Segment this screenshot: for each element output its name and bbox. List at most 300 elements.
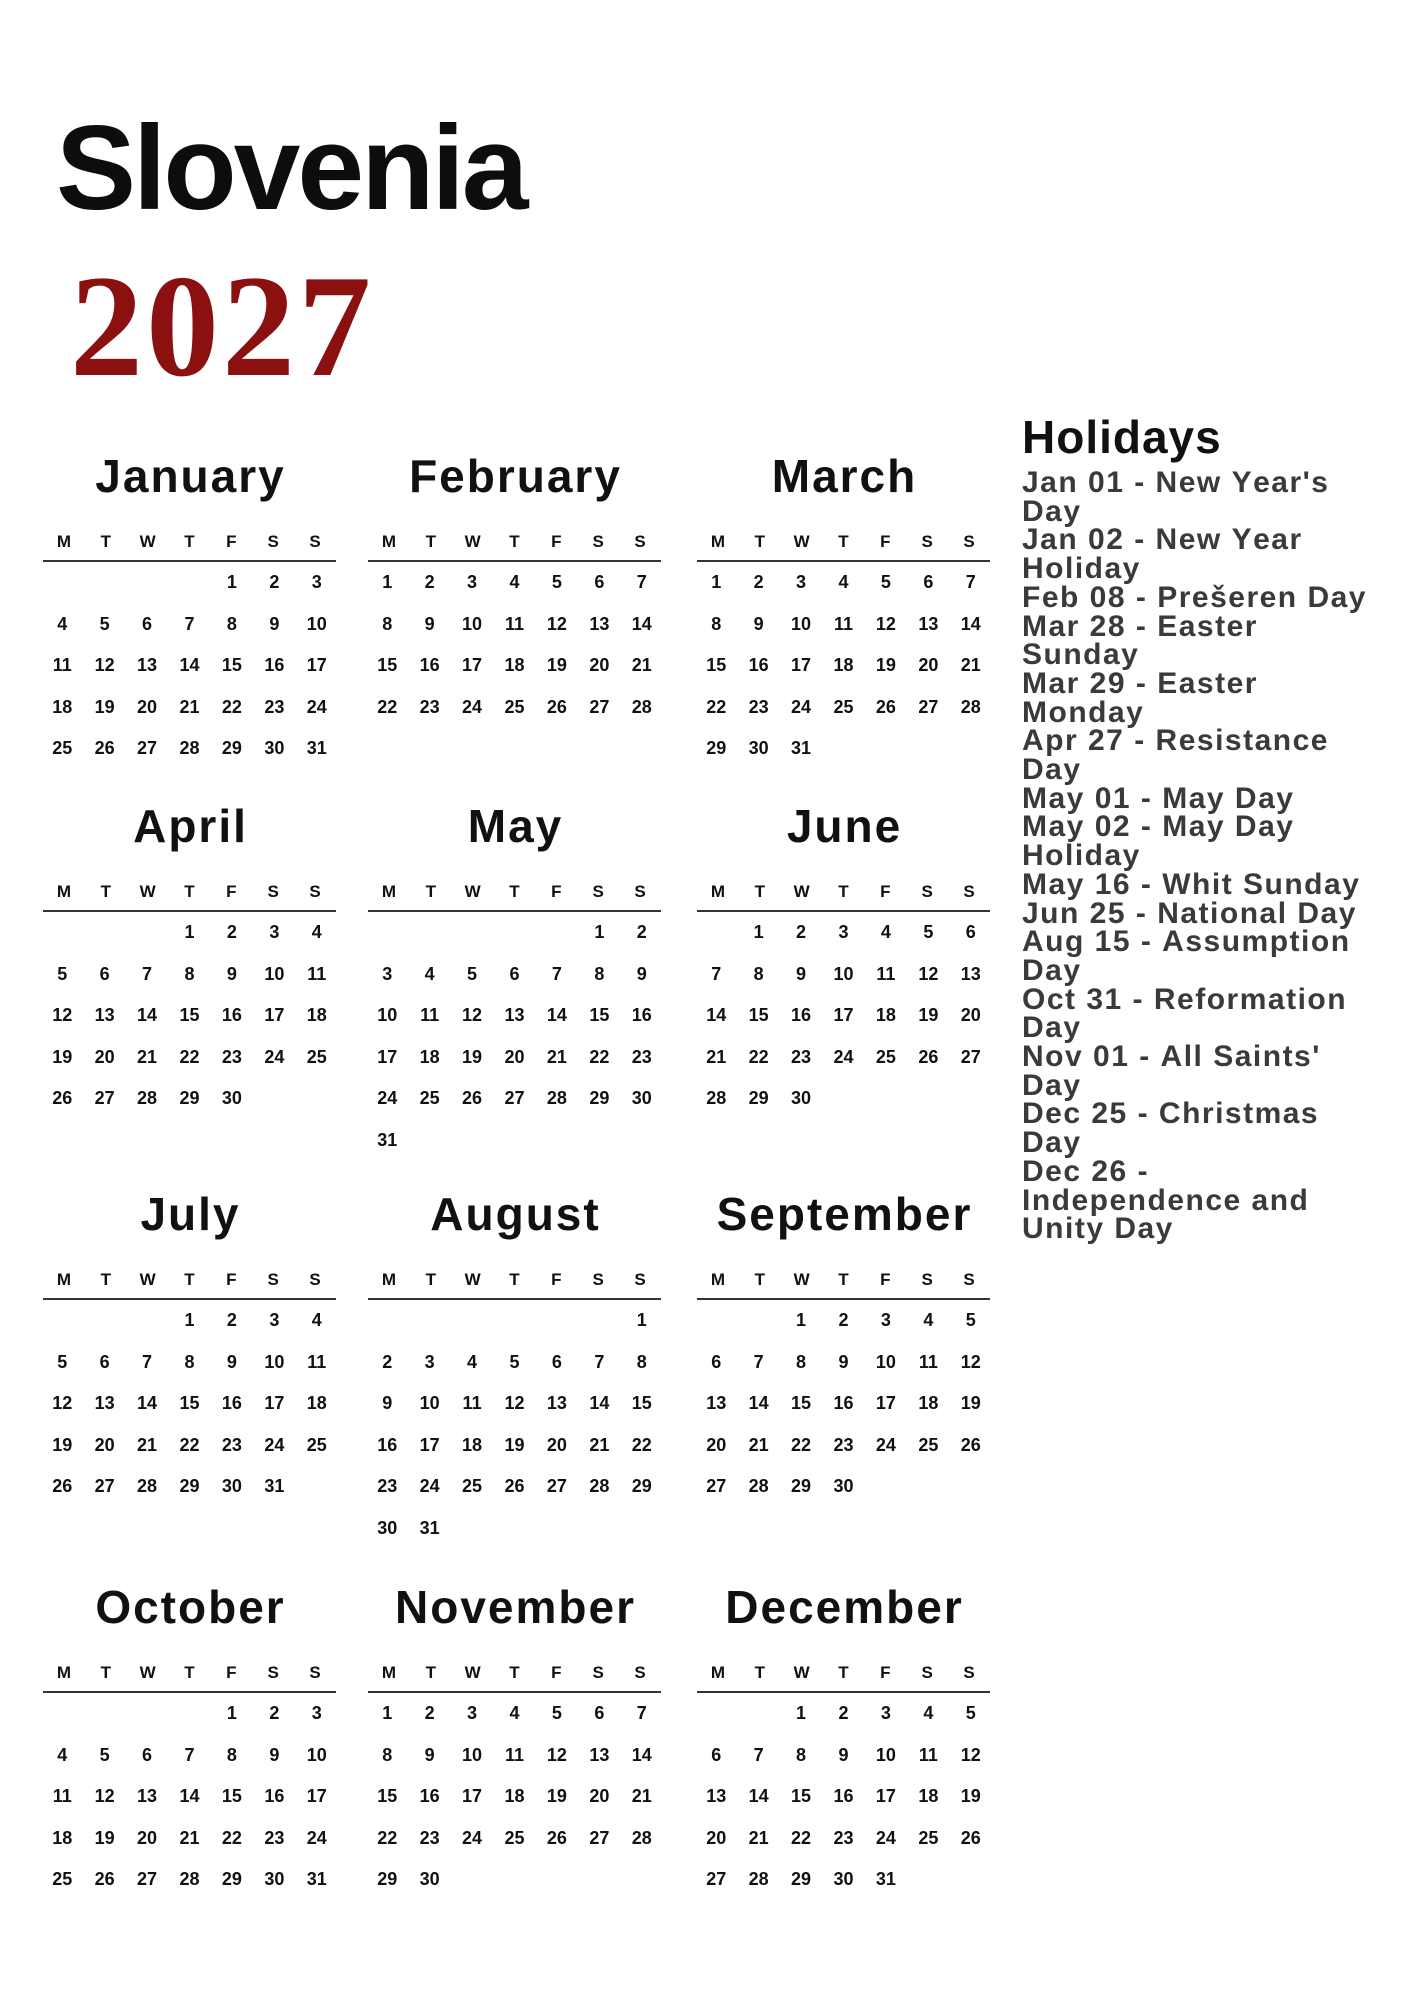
weekday-label: F bbox=[551, 1663, 562, 1682]
day-cell: 7 bbox=[184, 1744, 195, 1765]
day-cell: 20 bbox=[94, 1046, 115, 1067]
day-cell: 17 bbox=[306, 1786, 327, 1806]
weekday-label: S bbox=[921, 1270, 933, 1289]
weekday-label: T bbox=[509, 882, 520, 901]
empty-day-cell bbox=[126, 1693, 168, 1735]
day-cell: 15 bbox=[631, 1393, 652, 1413]
day-cell: 1 bbox=[796, 1703, 807, 1723]
day-cell: 21 bbox=[589, 1434, 610, 1455]
day-cell: 2 bbox=[424, 1703, 435, 1723]
day-cell: 4 bbox=[311, 1310, 322, 1330]
day-cell: 18 bbox=[833, 655, 854, 675]
week-row bbox=[41, 1776, 338, 1818]
day-cell: 31 bbox=[791, 738, 812, 758]
weekday-label: F bbox=[226, 1663, 237, 1682]
weekday-header bbox=[368, 524, 661, 562]
day-cell: 10 bbox=[264, 963, 285, 984]
weekday-label: S bbox=[921, 1663, 933, 1682]
day-cell: 1 bbox=[226, 1703, 237, 1723]
day-cell: 4 bbox=[923, 1703, 934, 1723]
day-cell: 23 bbox=[748, 696, 769, 717]
day-cell: 8 bbox=[711, 613, 722, 634]
day-cell: 3 bbox=[467, 1703, 478, 1723]
weekday-label: T bbox=[184, 882, 195, 901]
weekday-label: S bbox=[309, 1663, 321, 1682]
week-row bbox=[366, 1342, 663, 1384]
day-cell: 3 bbox=[880, 1703, 891, 1723]
day-cell: 17 bbox=[462, 655, 483, 675]
day-cell: 13 bbox=[94, 1393, 115, 1413]
day-cell: 29 bbox=[791, 1476, 812, 1496]
week-row bbox=[41, 1859, 338, 1901]
week-row bbox=[366, 1120, 663, 1162]
day-cell: 14 bbox=[960, 613, 981, 634]
day-cell: 28 bbox=[179, 738, 200, 758]
weekday-label: M bbox=[381, 532, 396, 551]
day-cell: 26 bbox=[960, 1827, 981, 1848]
day-cell: 14 bbox=[179, 1786, 200, 1806]
day-cell: 27 bbox=[960, 1046, 981, 1067]
day-cell: 16 bbox=[631, 1005, 652, 1025]
day-cell: 3 bbox=[311, 1703, 322, 1723]
day-cell: 3 bbox=[269, 1310, 280, 1330]
day-cell: 8 bbox=[184, 1351, 195, 1372]
weekday-header bbox=[43, 524, 336, 562]
weekday-label: M bbox=[710, 1270, 725, 1289]
weekday-label: M bbox=[381, 1270, 396, 1289]
day-cell: 14 bbox=[137, 1393, 158, 1413]
day-cell: 28 bbox=[748, 1476, 769, 1496]
holiday-item: May 16 - Whit Sunday bbox=[1022, 867, 1361, 901]
month-december bbox=[695, 1579, 992, 1901]
day-cell: 24 bbox=[791, 696, 812, 717]
empty-day-cell bbox=[536, 912, 578, 954]
day-cell: 16 bbox=[377, 1434, 398, 1455]
day-cell: 1 bbox=[636, 1310, 647, 1330]
day-cell: 3 bbox=[311, 572, 322, 592]
day-cell: 18 bbox=[306, 1393, 327, 1413]
day-cell: 11 bbox=[918, 1351, 938, 1372]
day-cell: 4 bbox=[838, 572, 849, 592]
day-cell: 28 bbox=[546, 1088, 567, 1108]
weekday-header bbox=[368, 1655, 661, 1693]
day-cell: 13 bbox=[960, 963, 981, 984]
day-cell: 12 bbox=[504, 1393, 525, 1413]
week-row bbox=[366, 1466, 663, 1508]
day-cell: 17 bbox=[791, 655, 812, 675]
day-cell: 20 bbox=[960, 1005, 981, 1025]
weekday-label: S bbox=[592, 882, 604, 901]
day-cell: 15 bbox=[748, 1005, 769, 1025]
empty-day-cell bbox=[408, 912, 450, 954]
day-cell: 21 bbox=[546, 1046, 567, 1067]
day-cell: 22 bbox=[179, 1046, 200, 1067]
day-cell: 8 bbox=[184, 963, 195, 984]
weekday-label: W bbox=[464, 1663, 481, 1682]
week-row bbox=[695, 1859, 992, 1901]
week-row bbox=[41, 604, 338, 646]
day-cell: 12 bbox=[960, 1351, 981, 1372]
empty-day-cell bbox=[41, 912, 83, 954]
day-cell: 27 bbox=[706, 1869, 727, 1889]
day-cell: 1 bbox=[226, 572, 237, 592]
weekday-label: S bbox=[963, 1270, 975, 1289]
week-row bbox=[695, 645, 992, 687]
day-cell: 21 bbox=[748, 1827, 769, 1848]
holiday-item: May 02 - May Day Holiday bbox=[1022, 810, 1295, 873]
day-cell: 13 bbox=[546, 1393, 567, 1413]
week-row bbox=[41, 1466, 338, 1508]
day-cell: 11 bbox=[504, 1744, 524, 1765]
day-cell: 6 bbox=[99, 963, 110, 984]
day-cell: 17 bbox=[264, 1005, 285, 1025]
day-cell: 11 bbox=[420, 1005, 440, 1025]
empty-day-cell bbox=[366, 1300, 408, 1342]
weekday-label: W bbox=[793, 532, 810, 551]
day-cell: 14 bbox=[748, 1393, 769, 1413]
day-cell: 16 bbox=[221, 1005, 242, 1025]
weekday-header bbox=[697, 1655, 990, 1693]
day-cell: 18 bbox=[918, 1393, 939, 1413]
day-cell: 22 bbox=[706, 696, 727, 717]
day-cell: 29 bbox=[748, 1088, 769, 1108]
week-row bbox=[366, 1735, 663, 1777]
day-cell: 6 bbox=[711, 1351, 722, 1372]
day-cell: 3 bbox=[838, 922, 849, 942]
empty-day-cell bbox=[493, 1300, 535, 1342]
week-row bbox=[695, 995, 992, 1037]
day-cell: 14 bbox=[748, 1786, 769, 1806]
weekday-label: W bbox=[464, 1270, 481, 1289]
month-april bbox=[41, 798, 338, 1120]
day-cell: 20 bbox=[706, 1434, 727, 1455]
weekday-label: F bbox=[226, 1270, 237, 1289]
day-cell: 4 bbox=[467, 1351, 478, 1372]
day-cell: 26 bbox=[52, 1476, 73, 1496]
day-cell: 28 bbox=[589, 1476, 610, 1496]
day-cell: 24 bbox=[264, 1046, 285, 1067]
day-cell: 5 bbox=[99, 1744, 110, 1765]
month-name: September bbox=[716, 1188, 973, 1240]
day-cell: 5 bbox=[551, 572, 562, 592]
day-cell: 1 bbox=[594, 922, 605, 942]
day-cell: 11 bbox=[504, 613, 524, 634]
day-cell: 11 bbox=[876, 963, 896, 984]
day-cell: 19 bbox=[94, 696, 115, 717]
day-cell: 14 bbox=[631, 1744, 652, 1765]
month-name: July bbox=[140, 1188, 241, 1240]
day-cell: 27 bbox=[546, 1476, 567, 1496]
weekday-label: M bbox=[710, 1663, 725, 1682]
week-row bbox=[695, 1818, 992, 1860]
day-cell: 18 bbox=[52, 1827, 73, 1848]
day-cell: 9 bbox=[753, 613, 764, 634]
day-cell: 23 bbox=[377, 1476, 398, 1496]
weekday-label: S bbox=[267, 882, 279, 901]
day-cell: 12 bbox=[52, 1005, 73, 1025]
day-cell: 25 bbox=[875, 1046, 896, 1067]
day-cell: 7 bbox=[636, 1703, 647, 1723]
day-cell: 2 bbox=[226, 1310, 237, 1330]
day-cell: 16 bbox=[264, 655, 285, 675]
weekday-label: F bbox=[880, 532, 891, 551]
day-cell: 4 bbox=[509, 572, 520, 592]
day-cell: 1 bbox=[382, 572, 393, 592]
weekday-label: F bbox=[880, 1270, 891, 1289]
day-cell: 13 bbox=[504, 1005, 525, 1025]
day-cell: 2 bbox=[269, 1703, 280, 1723]
day-cell: 20 bbox=[918, 655, 939, 675]
day-cell: 26 bbox=[546, 696, 567, 717]
day-cell: 23 bbox=[264, 1827, 285, 1848]
empty-day-cell bbox=[41, 1300, 83, 1342]
day-cell: 21 bbox=[137, 1046, 158, 1067]
day-cell: 24 bbox=[462, 696, 483, 717]
day-cell: 23 bbox=[791, 1046, 812, 1067]
day-cell: 2 bbox=[753, 572, 764, 592]
day-cell: 9 bbox=[269, 613, 280, 634]
day-cell: 12 bbox=[52, 1393, 73, 1413]
day-cell: 12 bbox=[462, 1005, 483, 1025]
day-cell: 22 bbox=[377, 1827, 398, 1848]
day-cell: 23 bbox=[419, 1827, 440, 1848]
week-row bbox=[41, 912, 338, 954]
day-cell: 22 bbox=[791, 1827, 812, 1848]
week-row bbox=[695, 1300, 992, 1342]
day-cell: 26 bbox=[875, 696, 896, 717]
day-cell: 6 bbox=[142, 613, 153, 634]
week-row bbox=[366, 1818, 663, 1860]
empty-day-cell bbox=[578, 1300, 620, 1342]
holiday-item: May 01 - May Day bbox=[1022, 781, 1295, 815]
weekday-label: T bbox=[838, 1663, 849, 1682]
day-cell: 9 bbox=[796, 963, 807, 984]
week-row bbox=[366, 1776, 663, 1818]
empty-day-cell bbox=[83, 1693, 125, 1735]
month-july bbox=[41, 1186, 338, 1508]
day-cell: 20 bbox=[706, 1827, 727, 1848]
weekday-label: S bbox=[592, 1270, 604, 1289]
day-cell: 1 bbox=[711, 572, 722, 592]
week-row bbox=[366, 1859, 663, 1901]
day-cell: 18 bbox=[52, 696, 73, 717]
weekday-label: T bbox=[838, 882, 849, 901]
day-cell: 27 bbox=[137, 738, 158, 758]
day-cell: 9 bbox=[424, 613, 435, 634]
day-cell: 31 bbox=[875, 1869, 896, 1889]
day-cell: 5 bbox=[467, 963, 478, 984]
empty-day-cell bbox=[126, 912, 168, 954]
day-cell: 31 bbox=[264, 1476, 285, 1496]
weekday-label: M bbox=[56, 1270, 71, 1289]
day-cell: 23 bbox=[221, 1434, 242, 1455]
day-cell: 18 bbox=[504, 1786, 525, 1806]
day-cell: 15 bbox=[377, 1786, 398, 1806]
weekday-label: S bbox=[309, 1270, 321, 1289]
day-cell: 3 bbox=[382, 963, 393, 984]
day-cell: 12 bbox=[875, 613, 896, 634]
day-cell: 9 bbox=[269, 1744, 280, 1765]
week-row bbox=[41, 645, 338, 687]
day-cell: 6 bbox=[594, 572, 605, 592]
day-cell: 30 bbox=[419, 1869, 440, 1889]
day-cell: 29 bbox=[791, 1869, 812, 1889]
day-cell: 7 bbox=[753, 1351, 764, 1372]
empty-day-cell bbox=[41, 1693, 83, 1735]
day-cell: 26 bbox=[94, 738, 115, 758]
week-row bbox=[41, 562, 338, 604]
month-september bbox=[695, 1186, 992, 1508]
empty-day-cell bbox=[83, 562, 125, 604]
weekday-label: T bbox=[509, 1663, 520, 1682]
day-cell: 4 bbox=[57, 613, 68, 634]
weekday-label: S bbox=[592, 1663, 604, 1682]
month-name: December bbox=[725, 1581, 964, 1633]
day-cell: 16 bbox=[264, 1786, 285, 1806]
day-cell: 13 bbox=[137, 655, 158, 675]
day-cell: 10 bbox=[833, 963, 854, 984]
day-cell: 7 bbox=[753, 1744, 764, 1765]
day-cell: 15 bbox=[221, 655, 242, 675]
day-cell: 19 bbox=[918, 1005, 939, 1025]
week-row bbox=[695, 954, 992, 996]
day-cell: 17 bbox=[264, 1393, 285, 1413]
day-cell: 24 bbox=[419, 1476, 440, 1496]
day-cell: 22 bbox=[179, 1434, 200, 1455]
day-cell: 10 bbox=[377, 1005, 398, 1025]
day-cell: 23 bbox=[833, 1434, 854, 1455]
day-cell: 21 bbox=[137, 1434, 158, 1455]
week-row bbox=[695, 912, 992, 954]
day-cell: 19 bbox=[960, 1393, 981, 1413]
day-cell: 15 bbox=[179, 1393, 200, 1413]
day-cell: 10 bbox=[306, 1744, 327, 1765]
day-cell: 2 bbox=[838, 1703, 849, 1723]
day-cell: 3 bbox=[269, 922, 280, 942]
day-cell: 1 bbox=[796, 1310, 807, 1330]
day-cell: 25 bbox=[419, 1088, 440, 1108]
empty-day-cell bbox=[695, 1693, 737, 1735]
day-cell: 6 bbox=[711, 1744, 722, 1765]
holiday-item: Dec 25 - Christmas Day bbox=[1022, 1097, 1320, 1160]
week-row bbox=[695, 1693, 992, 1735]
day-cell: 22 bbox=[791, 1434, 812, 1455]
day-cell: 11 bbox=[307, 1351, 327, 1372]
day-cell: 25 bbox=[306, 1434, 327, 1455]
empty-day-cell bbox=[536, 1300, 578, 1342]
week-row bbox=[366, 645, 663, 687]
day-cell: 31 bbox=[377, 1129, 398, 1150]
day-cell: 10 bbox=[462, 1744, 483, 1765]
weekday-header bbox=[697, 524, 990, 562]
day-cell: 7 bbox=[594, 1351, 605, 1372]
empty-day-cell bbox=[737, 1300, 779, 1342]
week-row bbox=[41, 1693, 338, 1735]
weekday-label: S bbox=[963, 1663, 975, 1682]
day-cell: 11 bbox=[307, 963, 327, 984]
weekday-label: S bbox=[267, 532, 279, 551]
weekday-header bbox=[43, 1655, 336, 1693]
week-row bbox=[695, 1342, 992, 1384]
month-name: April bbox=[133, 800, 248, 852]
day-cell: 12 bbox=[94, 1786, 115, 1806]
day-cell: 21 bbox=[179, 1827, 200, 1848]
holiday-item: Dec 26 - Independence and Unity Day bbox=[1022, 1154, 1310, 1246]
day-cell: 5 bbox=[551, 1703, 562, 1723]
week-row bbox=[366, 1078, 663, 1120]
week-row bbox=[695, 687, 992, 729]
day-cell: 24 bbox=[377, 1088, 398, 1108]
day-cell: 26 bbox=[960, 1434, 981, 1455]
day-cell: 6 bbox=[99, 1351, 110, 1372]
empty-day-cell bbox=[737, 1693, 779, 1735]
day-cell: 16 bbox=[748, 655, 769, 675]
day-cell: 8 bbox=[796, 1351, 807, 1372]
day-cell: 7 bbox=[636, 572, 647, 592]
day-cell: 22 bbox=[221, 696, 242, 717]
day-cell: 2 bbox=[838, 1310, 849, 1330]
day-cell: 9 bbox=[424, 1744, 435, 1765]
month-name: October bbox=[95, 1581, 286, 1633]
day-cell: 18 bbox=[918, 1786, 939, 1806]
day-cell: 10 bbox=[875, 1744, 896, 1765]
day-cell: 16 bbox=[791, 1005, 812, 1025]
day-cell: 30 bbox=[264, 1869, 285, 1889]
day-cell: 5 bbox=[57, 963, 68, 984]
week-row bbox=[695, 1383, 992, 1425]
day-cell: 21 bbox=[631, 655, 652, 675]
day-cell: 26 bbox=[462, 1088, 483, 1108]
weekday-label: T bbox=[425, 1270, 436, 1289]
day-cell: 11 bbox=[52, 1786, 72, 1806]
day-cell: 13 bbox=[706, 1393, 727, 1413]
day-cell: 23 bbox=[833, 1827, 854, 1848]
day-cell: 24 bbox=[306, 696, 327, 717]
day-cell: 1 bbox=[184, 1310, 195, 1330]
day-cell: 10 bbox=[419, 1393, 440, 1413]
day-cell: 27 bbox=[589, 1827, 610, 1848]
month-name: March bbox=[771, 450, 918, 502]
day-cell: 29 bbox=[589, 1088, 610, 1108]
weekday-label: F bbox=[880, 882, 891, 901]
day-cell: 24 bbox=[462, 1827, 483, 1848]
month-august bbox=[366, 1186, 663, 1549]
weekday-label: W bbox=[139, 882, 156, 901]
weekday-label: W bbox=[139, 532, 156, 551]
day-cell: 16 bbox=[419, 655, 440, 675]
week-row bbox=[366, 562, 663, 604]
empty-day-cell bbox=[83, 1300, 125, 1342]
empty-day-cell bbox=[493, 912, 535, 954]
day-cell: 26 bbox=[546, 1827, 567, 1848]
day-cell: 30 bbox=[833, 1476, 854, 1496]
weekday-header bbox=[697, 1262, 990, 1300]
week-row bbox=[366, 954, 663, 996]
day-cell: 4 bbox=[880, 922, 891, 942]
day-cell: 12 bbox=[546, 613, 567, 634]
day-cell: 27 bbox=[94, 1088, 115, 1108]
day-cell: 2 bbox=[424, 572, 435, 592]
weekday-label: T bbox=[754, 1663, 765, 1682]
week-row bbox=[366, 1693, 663, 1735]
month-name: May bbox=[467, 800, 564, 852]
day-cell: 23 bbox=[264, 696, 285, 717]
day-cell: 22 bbox=[589, 1046, 610, 1067]
day-cell: 23 bbox=[221, 1046, 242, 1067]
day-cell: 9 bbox=[382, 1393, 393, 1413]
day-cell: 14 bbox=[179, 655, 200, 675]
day-cell: 5 bbox=[965, 1703, 976, 1723]
